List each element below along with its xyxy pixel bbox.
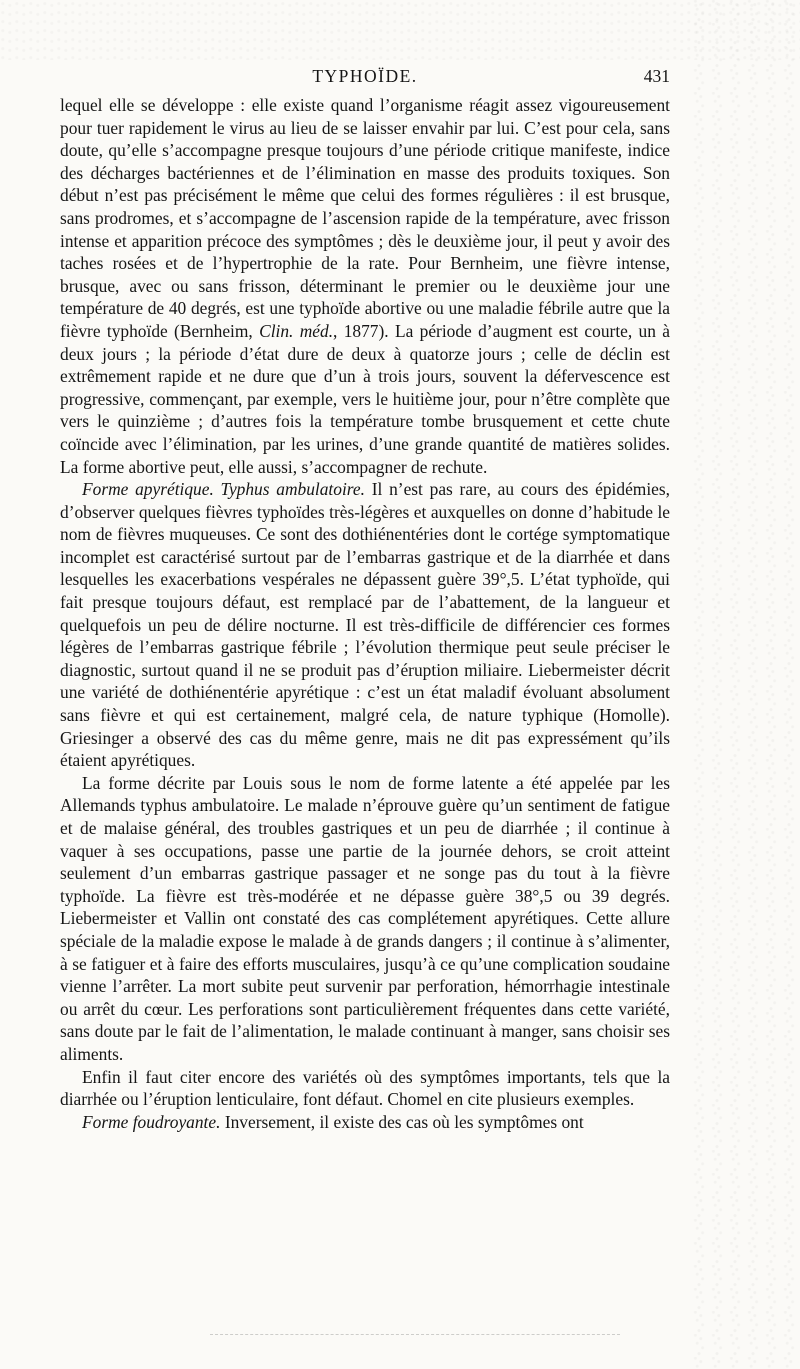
page-header: [60, 66, 670, 90]
paragraph-text: lequel elle se développe : elle existe quand l’organisme réagit assez vigoureusement pour tuer rapidement le virus au lieu de se laisser envahir par lui. C’est pour cela, sans doute, qu’elle s’accompagne presque toujours d’une période critique manifeste, indice des décharges bactériennes et de l’élimination en masse des produits toxiques. Son début n’est pas précisément le même que celui des formes régulières : il est brusque, sans prodromes, et s’accompagne de l’ascension rapide de la température, avec frisson intense et apparition précoce des symptômes ; dès le deuxième jour, il peut y avoir des taches rosées et de l’hypertrophie de la rate. Pour Bernheim, une fièvre intense, brusque, avec ou sans frisson, déterminant le premier ou le deuxième jour une température de 40 degrés, est une typhoïde abortive ou une maladie fébrile autre que la fièvre typhoïde (Bernheim,: [60, 95, 670, 341]
citation: Clin. méd.: [259, 320, 334, 341]
section-run-in-heading: Forme apyrétique. Typhus ambulatoire.: [82, 479, 365, 500]
paragraph-text: La forme décrite par Louis sous le nom de forme latente a été appelée par les Allemands typhus ambulatoire. Le malade n’éprouve guère qu’un sentiment de fatigue et de malaise général, des troubles gastriques et un peu de diarrhée ; il continue à vaquer à ses occupations, passe une partie de la journée dehors, se croit atteint seulement d’un embarras gastrique passager et ne songe pas du tout à la fièvre typhoïde. La fièvre est très-modérée et ne dépasse guère 38°,5 ou 39 degrés. Liebermeister et Vallin ont constaté des cas complétement apyrétiques. Cette allure spéciale de la maladie expose le malade à de grands dangers ; il continue à s’alimenter, à se fatiguer et à faire des efforts musculaires, jusqu’à ce qu’une complication soudaine vienne l’arrêter. La mort subite peut survenir par perforation, hémorrhagie intestinale ou arrêt du cœur. Les perforations sont particulièrement fréquentes dans cette variété, sans doute par le fait de l’alimentation, le malade continuant à manger, sans choisir ses aliments.: [60, 772, 670, 1064]
paragraph-5: [60, 1111, 670, 1134]
scan-noise-margin: [690, 0, 800, 1369]
page-body: [60, 66, 670, 1133]
paragraph-1: [60, 94, 670, 478]
paragraph-text: Enfin il faut citer encore des variétés où des symptômes importants, tels que la diarrhée ou l’éruption lenticulaire, font défaut. Chomel en cite plusieurs exemples.: [60, 1066, 670, 1110]
running-title: TYPHOÏDE.: [312, 66, 418, 86]
section-run-in-heading: Forme foudroyante.: [82, 1111, 221, 1132]
scan-bottom-artifact: [210, 1334, 620, 1336]
scan-noise-top: [0, 0, 800, 60]
paragraph-2: [60, 478, 670, 772]
paragraph-text-continued: , 1877). La période d’augment est courte, un à deux jours ; la période d’état dure de deux à quatorze jours ; celle de déclin est extrêmement rapide et ne dure que d’un à trois jours, souvent la défervescence est progressive, commençant, par exemple, vers le huitième jour, pour n’être complète que vers le quinzième ; d’autres fois la température tombe brusquement et cette chute coïncide avec l’élimination, par les urines, d’une grande quantité de matières solides. La forme abortive peut, elle aussi, s’accompagner de rechute.: [60, 320, 670, 477]
paragraph-text: Il n’est pas rare, au cours des épidémies, d’observer quelques fièvres typhoïdes très-légères et auxquelles on donne d’habitude le nom de fièvres muqueuses. Ce sont des dothiénentéries dont le cortége symptomatique incomplet est caractérisé surtout par de l’embarras gastrique et de la diarrhée et dans lesquelles les exacerbations vespérales ne dépassent guère 39°,5. L’état typhoïde, qui fait presque toujours défaut, est remplacé par de l’abattement, de la langueur et quelquefois un peu de délire nocturne. Il est très-difficile de différencier ces formes légères de l’embarras gastrique fébrile ; l’évolution thermique peut seule préciser le diagnostic, surtout quand il ne se produit pas d’éruption miliaire. Liebermeister décrit une variété de dothiénentérie apyrétique : c’est un état maladif évoluant absolument sans fièvre et qui est certainement, malgré cela, de nature typhique (Homolle). Griesinger a observé des cas du même genre, mais ne dit pas expressément qu’ils étaient apyrétiques.: [60, 479, 670, 771]
page-number: 431: [643, 66, 670, 86]
paragraph-4: [60, 1066, 670, 1111]
paragraph-text: Inversement, il existe des cas où les symptômes ont: [220, 1111, 584, 1132]
paragraph-3: [60, 772, 670, 1066]
